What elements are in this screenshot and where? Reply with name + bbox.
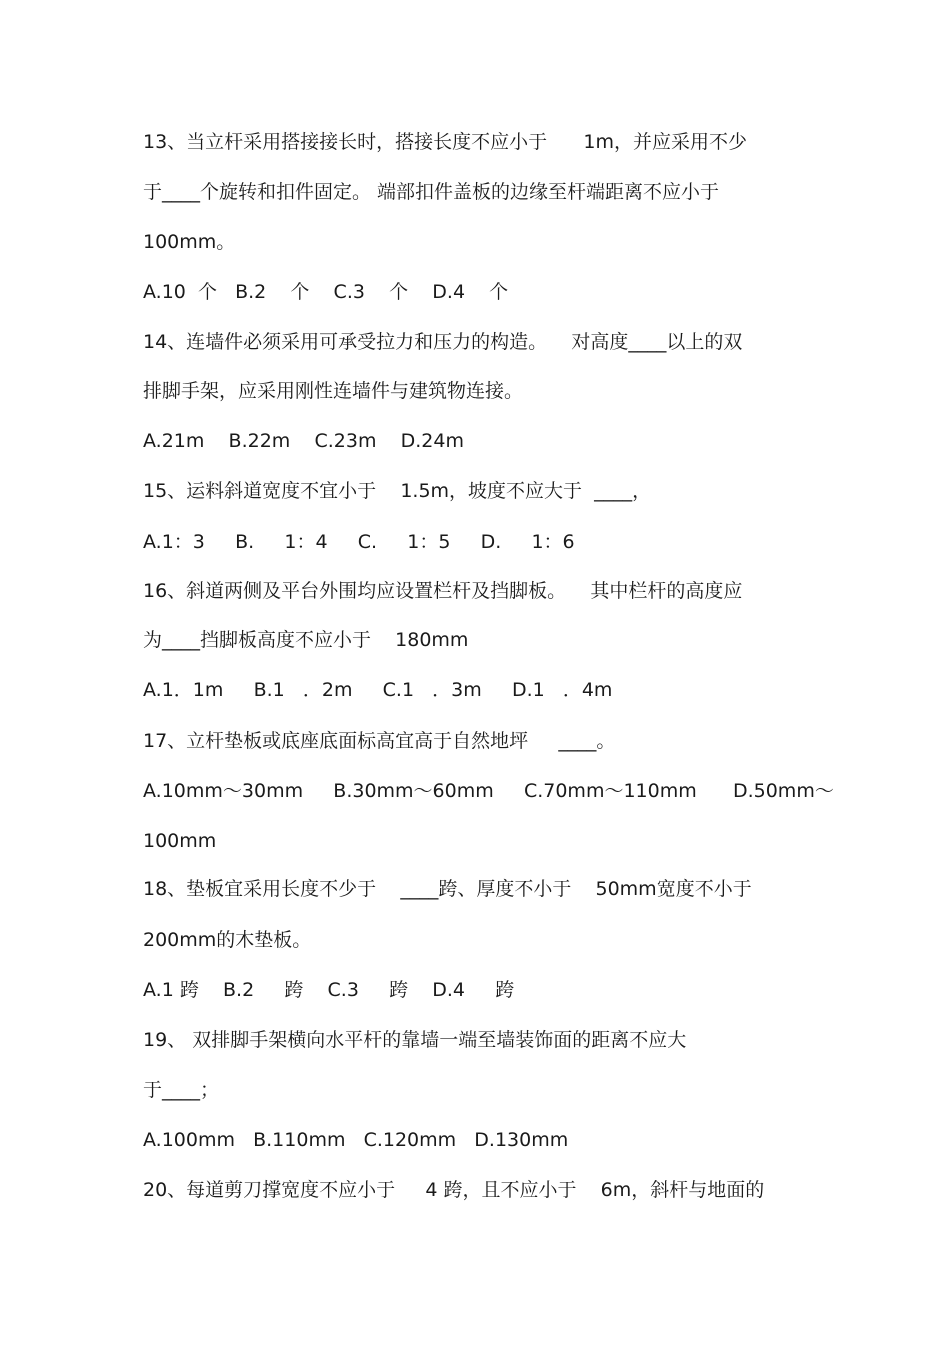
q14-options: A.21m B.22m C.23m D.24m — [143, 430, 464, 452]
q14-line-1: 14、连墙件必须采用可承受拉力和压力的构造。 对高度____以上的双 — [143, 331, 743, 353]
q14-line-2: 排脚手架，应采用刚性连墙件与建筑物连接。 — [143, 380, 524, 402]
q17-line-1: 17、立杆垫板或底座底面标高宜高于自然地坪 ____。 — [143, 730, 616, 752]
q19-options: A.100mm B.110mm C.120mm D.130mm — [143, 1129, 569, 1151]
q18-line-1: 18、垫板宜采用长度不少于 ____跨、厚度不小于 50mm宽度不小于 — [143, 878, 752, 900]
q13-line-3: 100mm。 — [143, 231, 236, 253]
q19-line-2: 于____； — [143, 1079, 220, 1101]
q18-options: A.1 跨 B.2 跨 C.3 跨 D.4 跨 — [143, 979, 515, 1001]
q16-line-2: 为____挡脚板高度不应小于 180mm — [143, 629, 469, 651]
q13-line-1: 13、当立杆采用搭接接长时，搭接长度不应小于 1m，并应采用不少 — [143, 131, 748, 153]
q17-options: A.10mm～30mm B.30mm～60mm C.70mm～110mm D.50mm～ — [143, 780, 834, 802]
q15-options: A.1：3 B. 1：4 C. 1：5 D. 1：6 — [143, 531, 575, 553]
q13-options: A.10 个 B.2 个 C.3 个 D.4 个 — [143, 281, 509, 303]
q15-line-1: 15、运料斜道宽度不宜小于 1.5m，坡度不应大于 ____， — [143, 480, 652, 502]
q16-options: A.1．1m B.1 ．2m C.1 ．3m D.1 ．4m — [143, 679, 613, 701]
q20-line-1: 20、每道剪刀撑宽度不应小于 4 跨，且不应小于 6m，斜杆与地面的 — [143, 1179, 765, 1201]
q13-line-2: 于____个旋转和扣件固定。 端部扣件盖板的边缘至杆端距离不应小于 — [143, 181, 720, 203]
q16-line-1: 16、斜道两侧及平台外围均应设置栏杆及挡脚板。 其中栏杆的高度应 — [143, 580, 743, 602]
q19-line-1: 19、 双排脚手架横向水平杆的靠墙一端至墙装饰面的距离不应大 — [143, 1029, 687, 1051]
q18-line-2: 200mm的木垫板。 — [143, 929, 312, 951]
q17-options-cont: 100mm — [143, 830, 217, 852]
